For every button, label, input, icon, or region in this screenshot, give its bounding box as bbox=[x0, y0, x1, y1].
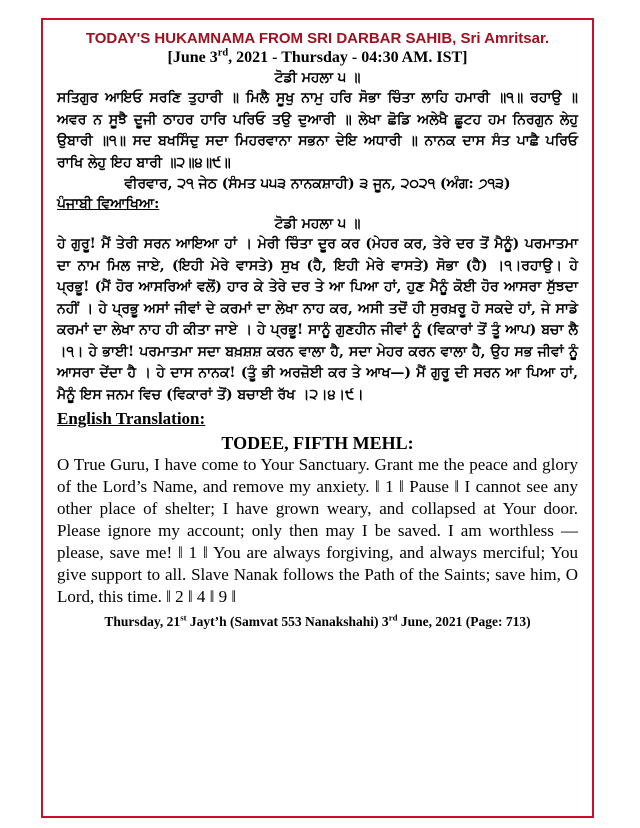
english-title: TODEE, FIFTH MEHL: bbox=[221, 433, 414, 453]
hukamnama-frame bbox=[41, 18, 594, 818]
punjabi-heading: ਪੰਜਾਬੀ ਵਿਆਖਿਆ: bbox=[57, 196, 160, 212]
gurmukhi-heading: ਟੋਡੀ ਮਹਲਾ ੫ ॥ bbox=[274, 70, 361, 86]
punjabi-subheading: ਟੋਡੀ ਮਹਲਾ ੫ ॥ bbox=[274, 216, 361, 232]
english-heading: English Translation: bbox=[57, 409, 206, 428]
date-rest: , 2021 - Thursday - 04:30 AM. IST] bbox=[228, 49, 468, 66]
footer-sup2: rd bbox=[388, 612, 398, 623]
footer-part3: June, 2021 (Page: 713) bbox=[397, 614, 531, 629]
gurmukhi-date-line: ਵੀਰਵਾਰ, ੨੧ ਜੇਠ (ਸੰਮਤ ੫੫੩ ਨਾਨਕਸ਼ਾਹੀ) ੩ ਜੂਨ, ੨੦੨੧ (ਅੰਗ: ੭੧੩) bbox=[124, 176, 511, 192]
footer-part2: Jayt’h (Samvat 553 Nanakshahi) 3 bbox=[186, 614, 389, 629]
date-sup: rd bbox=[217, 47, 229, 59]
english-translation: O True Guru, I have come to Your Sanctuary. Grant me the peace and glory of the Lord’s Name, and remove my anxiety. ‖ 1 ‖ Pause ‖ I cannot see any other place of shelter; I have grown weary, and collapsed at Your door. Please ignore my account; only then may I be saved. I am worthless — please, save me! ‖ 1 ‖ You are always forgiving, and always merciful; You give support to all. Slave Nanak follows the Path of the Saints; save him, O Lord, this time. ‖ 2 ‖ 4 ‖ 9 ‖ bbox=[57, 455, 578, 606]
date-open: [June 3 bbox=[167, 49, 218, 66]
footer-date-line bbox=[57, 612, 578, 632]
date-line bbox=[57, 48, 578, 67]
gurmukhi-shabad: ਸਤਿਗੁਰ ਆਇਓ ਸਰਣਿ ਤੁਹਾਰੀ ॥ ਮਿਲੈ ਸੂਖੁ ਨਾਮੁ ਹਰਿ ਸੋਭਾ ਚਿੰਤਾ ਲਾਹਿ ਹਮਾਰੀ ॥੧॥ ਰਹਾਉ ॥ ਅਵਰ ਨ ਸੂਝੈ ਦੂਜੀ ਠਾਹਰ ਹਾਰਿ ਪਰਿਓ ਤਉ ਦੁਆਰੀ ॥ ਲੇਖਾ ਛੋਡਿ ਅਲੇਖੈ ਛੂਟਹ ਹਮ ਨਿਰਗੁਨ ਲੇਹੁ ਉਬਾਰੀ ॥੧॥ ਸਦ ਬਖਸਿੰਦੁ ਸਦਾ ਮਿਹਰਵਾਨਾ ਸਭਨਾ ਦੇਇ ਅਧਾਰੀ ॥ ਨਾਨਕ ਦਾਸ ਸੰਤ ਪਾਛੈ ਪਰਿਓ ਰਾਖਿ ਲੇਹੁ ਇਹ ਬਾਰੀ ॥੨॥੪॥੯॥ bbox=[57, 90, 578, 171]
footer-sup1: st bbox=[180, 612, 187, 623]
page-title: TODAY'S HUKAMNAMA FROM SRI DARBAR SAHIB, Sri Amritsar. bbox=[85, 30, 550, 47]
punjabi-explanation: ਹੇ ਗੁਰੂ! ਮੈਂ ਤੇਰੀ ਸਰਨ ਆਇਆ ਹਾਂ । ਮੇਰੀ ਚਿੰਤਾ ਦੂਰ ਕਰ (ਮੇਹਰ ਕਰ, ਤੇਰੇ ਦਰ ਤੋਂ ਮੈਨੂੰ) ਪਰਮਾਤਮਾ ਦਾ ਨਾਮ ਮਿਲ ਜਾਏ, (ਇਹੀ ਮੇਰੇ ਵਾਸਤੇ) ਸੁਖ (ਹੈ, ਇਹੀ ਮੇਰੇ ਵਾਸਤੇ) ਸੋਭਾ (ਹੈ) ।੧।ਰਹਾਉ। ਹੇ ਪ੍ਰਭੂ! (ਮੈਂ ਹੋਰ ਆਸਰਿਆਂ ਵਲੋਂ) ਹਾਰ ਕੇ ਤੇਰੇ ਦਰ ਤੇ ਆ ਪਿਆ ਹਾਂ, ਹੁਣ ਮੈਨੂੰ ਕੋਈ ਹੋਰ ਆਸਰਾ ਸੁੱਝਦਾ ਨਹੀਂ । ਹੇ ਪ੍ਰਭੂ ਅਸਾਂ ਜੀਵਾਂ ਦੇ ਕਰਮਾਂ ਦਾ ਲੇਖਾ ਨਾਹ ਕਰ, ਅਸੀ ਤਦੋਂ ਹੀ ਸੁਰਖ਼ਰੂ ਹੋ ਸਕਦੇ ਹਾਂ, ਜੇ ਸਾਡੇ ਕਰਮਾਂ ਦਾ ਲੇਖਾ ਨਾਹ ਹੀ ਕੀਤਾ ਜਾਏ । ਹੇ ਪ੍ਰਭੂ! ਸਾਨੂੰ ਗੁਣਹੀਨ ਜੀਵਾਂ ਨੂੰ (ਵਿਕਾਰਾਂ ਤੋਂ ਤੂੰ ਆਪ) ਬਚਾ ਲੈ ।੧। ਹੇ ਭਾਈ! ਪਰਮਾਤਮਾ ਸਦਾ ਬਖ਼ਸ਼ਸ਼ ਕਰਨ ਵਾਲਾ ਹੈ, ਸਦਾ ਮੇਹਰ ਕਰਨ ਵਾਲਾ ਹੈ, ਉਹ ਸਭ ਜੀਵਾਂ ਨੂੰ ਆਸਰਾ ਦੇਂਦਾ ਹੈ । ਹੇ ਦਾਸ ਨਾਨਕ! (ਤੂੰ ਭੀ ਅਰਜ਼ੋਈ ਕਰ ਤੇ ਆਖ—) ਮੈਂ ਗੁਰੂ ਦੀ ਸਰਨ ਆ ਪਿਆ ਹਾਂ, ਮੈਨੂੰ ਇਸ ਜਨਮ ਵਿਚ (ਵਿਕਾਰਾਂ ਤੋਂ) ਬਚਾਈ ਰੱਖ ।੨।੪।੯। bbox=[57, 236, 578, 403]
footer-part1: Thursday, 21 bbox=[104, 614, 181, 629]
